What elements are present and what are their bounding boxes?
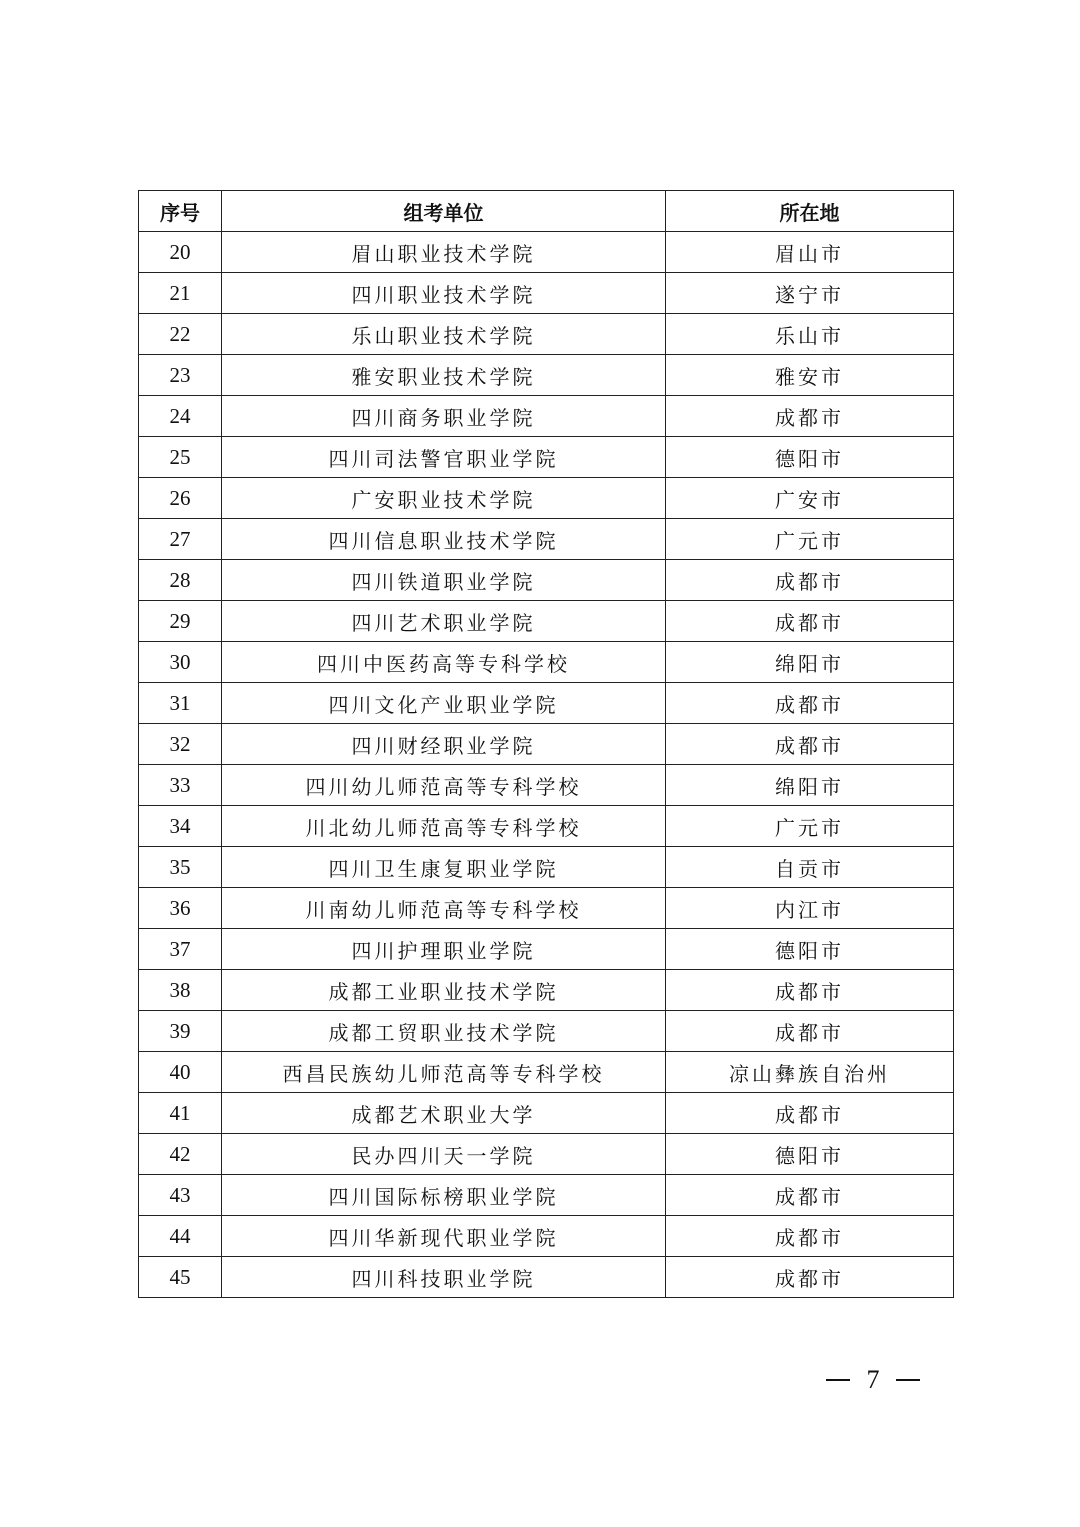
table-row: [139, 1257, 954, 1298]
page-number-left-dash: [826, 1379, 850, 1381]
cell-location: 成都市: [666, 1257, 954, 1298]
table-row: [139, 1052, 954, 1093]
cell-location: 眉山市: [666, 232, 954, 273]
cell-exam-unit: 四川艺术职业学院: [222, 601, 666, 642]
table-row: [139, 888, 954, 929]
table-row: [139, 601, 954, 642]
cell-serial-number: 38: [139, 970, 222, 1011]
cell-serial-number: 44: [139, 1216, 222, 1257]
table-row: [139, 1011, 954, 1052]
cell-location: 成都市: [666, 1011, 954, 1052]
cell-serial-number: 33: [139, 765, 222, 806]
cell-exam-unit: 成都艺术职业大学: [222, 1093, 666, 1134]
cell-exam-unit: 四川铁道职业学院: [222, 560, 666, 601]
cell-serial-number: 29: [139, 601, 222, 642]
table-row: [139, 929, 954, 970]
page-number-right-dash: [896, 1379, 920, 1381]
cell-serial-number: 39: [139, 1011, 222, 1052]
cell-serial-number: 30: [139, 642, 222, 683]
table-row: [139, 1093, 954, 1134]
cell-exam-unit: 四川职业技术学院: [222, 273, 666, 314]
cell-location: 绵阳市: [666, 642, 954, 683]
cell-serial-number: 41: [139, 1093, 222, 1134]
cell-serial-number: 35: [139, 847, 222, 888]
table-row: [139, 314, 954, 355]
cell-exam-unit: 雅安职业技术学院: [222, 355, 666, 396]
cell-serial-number: 26: [139, 478, 222, 519]
cell-location: 广元市: [666, 806, 954, 847]
table-row: [139, 642, 954, 683]
table-row: [139, 724, 954, 765]
table-row: [139, 806, 954, 847]
cell-location: 广元市: [666, 519, 954, 560]
table-row: [139, 232, 954, 273]
cell-location: 成都市: [666, 1216, 954, 1257]
table-row: [139, 273, 954, 314]
cell-location: 凉山彝族自治州: [666, 1052, 954, 1093]
exam-units-table: [138, 190, 954, 1298]
cell-exam-unit: 四川国际标榜职业学院: [222, 1175, 666, 1216]
cell-exam-unit: 西昌民族幼儿师范高等专科学校: [222, 1052, 666, 1093]
cell-serial-number: 37: [139, 929, 222, 970]
cell-location: 成都市: [666, 601, 954, 642]
cell-serial-number: 43: [139, 1175, 222, 1216]
cell-location: 成都市: [666, 1093, 954, 1134]
cell-exam-unit: 乐山职业技术学院: [222, 314, 666, 355]
cell-location: 成都市: [666, 724, 954, 765]
table-row: [139, 970, 954, 1011]
cell-serial-number: 42: [139, 1134, 222, 1175]
table-row: [139, 1175, 954, 1216]
cell-location: 德阳市: [666, 1134, 954, 1175]
table-row: [139, 1216, 954, 1257]
cell-exam-unit: 四川财经职业学院: [222, 724, 666, 765]
table-row: [139, 396, 954, 437]
cell-location: 德阳市: [666, 929, 954, 970]
cell-location: 成都市: [666, 1175, 954, 1216]
table-row: [139, 355, 954, 396]
cell-location: 遂宁市: [666, 273, 954, 314]
cell-serial-number: 23: [139, 355, 222, 396]
table-row: [139, 437, 954, 478]
cell-serial-number: 21: [139, 273, 222, 314]
table-row: [139, 847, 954, 888]
cell-exam-unit: 民办四川天一学院: [222, 1134, 666, 1175]
cell-exam-unit: 川北幼儿师范高等专科学校: [222, 806, 666, 847]
cell-exam-unit: 四川幼儿师范高等专科学校: [222, 765, 666, 806]
cell-serial-number: 20: [139, 232, 222, 273]
table-row: [139, 478, 954, 519]
cell-exam-unit: 四川司法警官职业学院: [222, 437, 666, 478]
cell-serial-number: 22: [139, 314, 222, 355]
cell-exam-unit: 眉山职业技术学院: [222, 232, 666, 273]
cell-exam-unit: 四川护理职业学院: [222, 929, 666, 970]
cell-location: 成都市: [666, 560, 954, 601]
cell-exam-unit: 四川卫生康复职业学院: [222, 847, 666, 888]
cell-serial-number: 32: [139, 724, 222, 765]
cell-location: 广安市: [666, 478, 954, 519]
cell-exam-unit: 川南幼儿师范高等专科学校: [222, 888, 666, 929]
cell-serial-number: 25: [139, 437, 222, 478]
cell-location: 德阳市: [666, 437, 954, 478]
table-row: [139, 519, 954, 560]
cell-serial-number: 28: [139, 560, 222, 601]
cell-serial-number: 45: [139, 1257, 222, 1298]
cell-exam-unit: 四川商务职业学院: [222, 396, 666, 437]
cell-exam-unit: 四川华新现代职业学院: [222, 1216, 666, 1257]
cell-location: 绵阳市: [666, 765, 954, 806]
cell-location: 乐山市: [666, 314, 954, 355]
cell-location: 成都市: [666, 970, 954, 1011]
header-location: 所在地: [666, 191, 954, 232]
cell-serial-number: 34: [139, 806, 222, 847]
cell-exam-unit: 四川中医药高等专科学校: [222, 642, 666, 683]
cell-exam-unit: 四川文化产业职业学院: [222, 683, 666, 724]
header-exam-unit: 组考单位: [222, 191, 666, 232]
table-row: [139, 560, 954, 601]
cell-location: 成都市: [666, 396, 954, 437]
cell-exam-unit: 四川信息职业技术学院: [222, 519, 666, 560]
cell-serial-number: 31: [139, 683, 222, 724]
cell-location: 内江市: [666, 888, 954, 929]
cell-exam-unit: 四川科技职业学院: [222, 1257, 666, 1298]
page-number: [826, 1365, 920, 1395]
cell-location: 雅安市: [666, 355, 954, 396]
cell-serial-number: 40: [139, 1052, 222, 1093]
header-serial-number: 序号: [139, 191, 222, 232]
cell-exam-unit: 成都工业职业技术学院: [222, 970, 666, 1011]
cell-exam-unit: 成都工贸职业技术学院: [222, 1011, 666, 1052]
table-row: [139, 683, 954, 724]
cell-serial-number: 36: [139, 888, 222, 929]
table-header-row: [139, 191, 954, 232]
cell-exam-unit: 广安职业技术学院: [222, 478, 666, 519]
cell-serial-number: 24: [139, 396, 222, 437]
page-number-value: 7: [866, 1365, 880, 1394]
cell-location: 自贡市: [666, 847, 954, 888]
table-row: [139, 1134, 954, 1175]
table-row: [139, 765, 954, 806]
cell-serial-number: 27: [139, 519, 222, 560]
cell-location: 成都市: [666, 683, 954, 724]
